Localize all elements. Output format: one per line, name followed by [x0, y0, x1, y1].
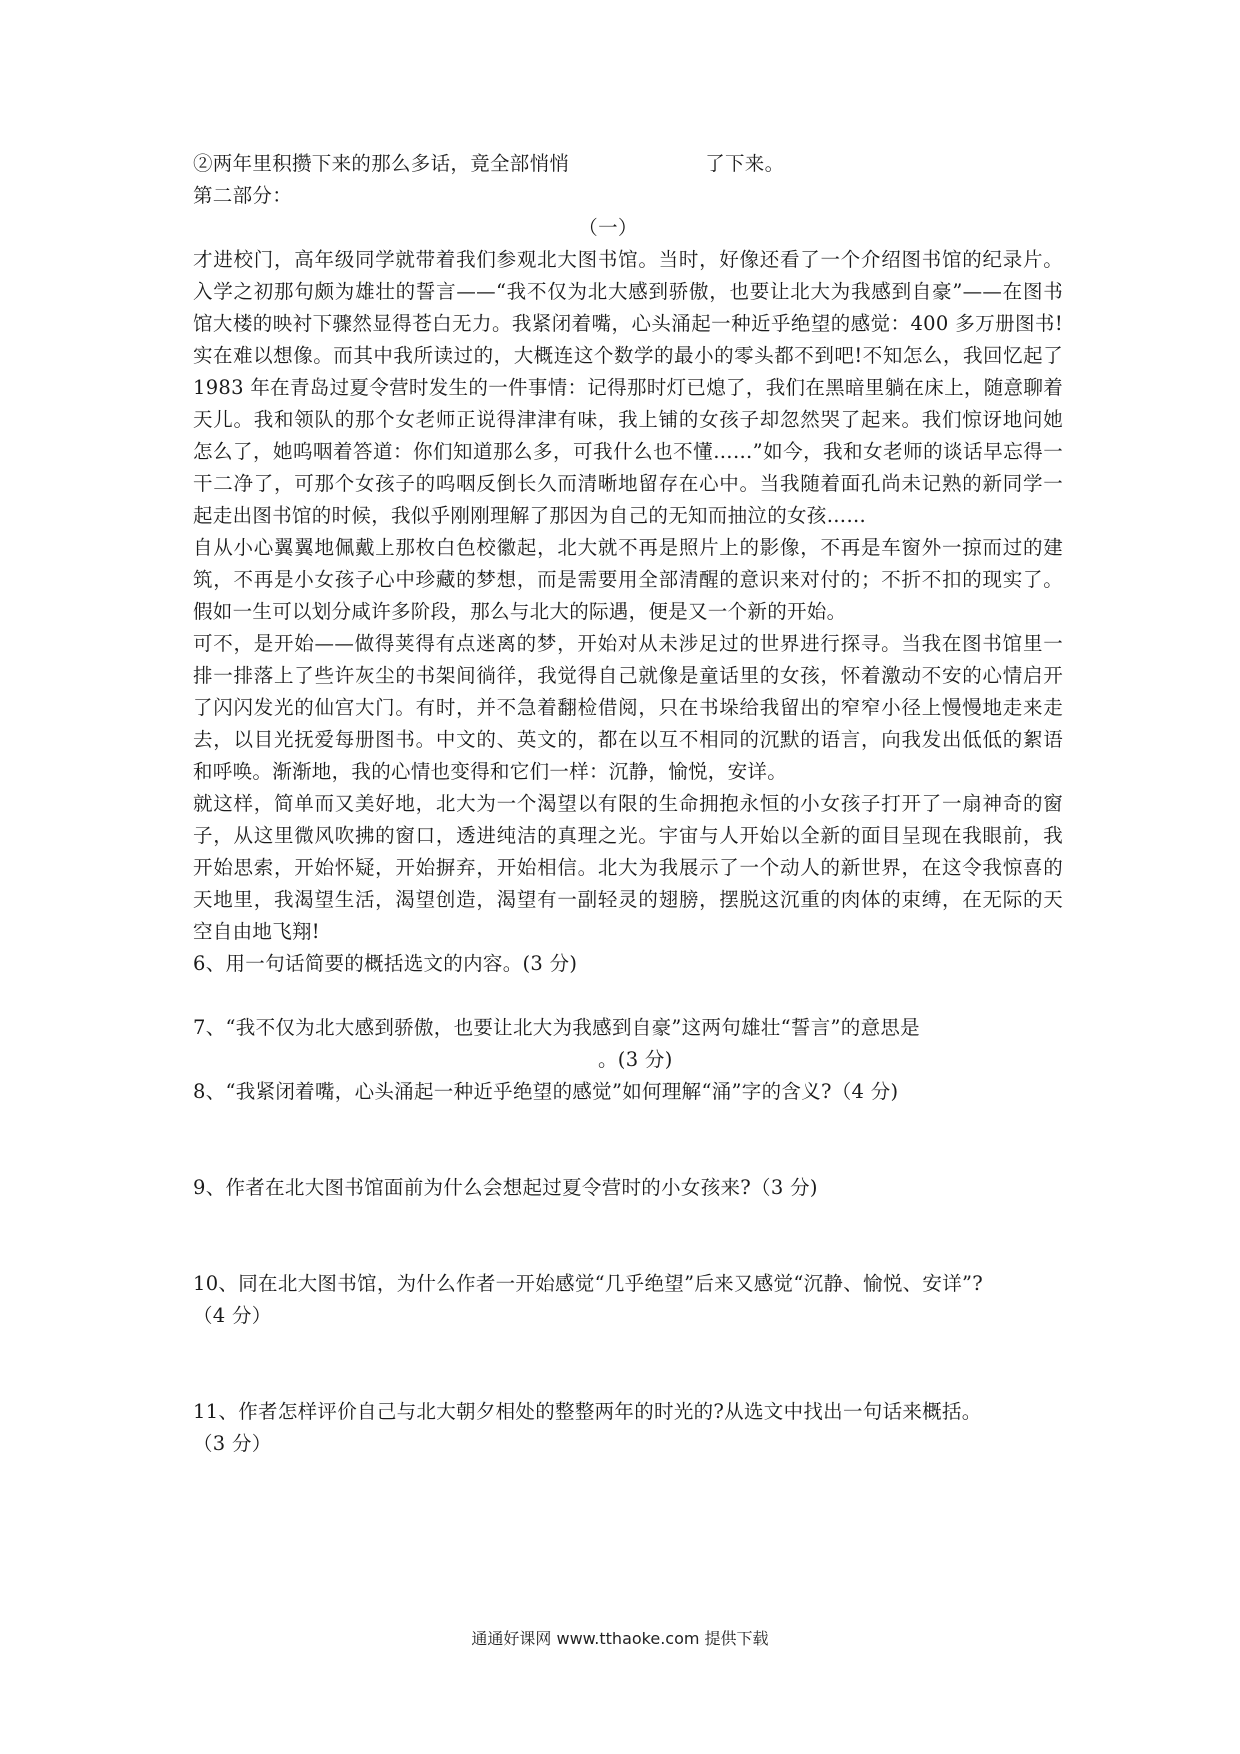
question-8: 8、“我紧闭着嘴，心头涌起一种近乎绝望的感觉”如何理解“涌”字的含义?（4 分) — [193, 1080, 899, 1103]
question-10-score: （4 分） — [193, 1304, 272, 1327]
passage-paragraph-4: 就这样，简单而又美好地，北大为一个渴望以有限的生命拥抱永恒的小女孩子打开了一扇神奇的窗子，从这里微风吹拂的窗口，透进纯洁的真理之光。宇宙与人开始以全新的面目呈现在我眼前，我开始思索，开始怀疑，开始摒弃，开始相信。北大为我展示了一个动人的新世界，在这令我惊喜的天地里，我渴望生活，渴望创造，渴望有一副轻灵的翅膀，摆脱这沉重的肉体的束缚，在无际的天空自由地飞翔! — [193, 792, 1063, 943]
answer-space-6 — [193, 980, 1063, 1012]
question-7-end: 。(3 分) — [598, 1048, 673, 1071]
question-9: 9、作者在北大图书馆面前为什么会想起过夏令营时的小女孩来?（3 分) — [193, 1176, 818, 1199]
answer-space-8 — [193, 1108, 1063, 1172]
answer-space-9 — [193, 1204, 1063, 1268]
question-7: 7、“我不仅为北大感到骄傲，也要让北大为我感到自豪”这两句雄壮“誓言”的意思是 — [193, 1016, 920, 1039]
fill-blank-before: ②两年里积攒下来的那么多话，竟全部悄悄 — [193, 152, 570, 175]
fill-blank-line — [193, 148, 1063, 180]
fill-blank-after: 了下来。 — [705, 152, 785, 175]
question-11: 11、作者怎样评价自己与北大朝夕相处的整整两年的时光的?从选文中找出一句话来概括。 — [193, 1400, 982, 1423]
document-body — [193, 148, 1063, 1460]
passage-paragraph-3: 可不，是开始——做得荚得有点迷离的梦，开始对从未涉足过的世界进行探寻。当我在图书馆里一排一排落上了些许灰尘的书架间徜徉，我觉得自己就像是童话里的女孩，怀着激动不安的心情启开了闪闪发光的仙宫大门。有时，并不急着翻检借阅，只在书垛给我留出的窄窄小径上慢慢地走来走去，以目光抚爱每册图书。中文的、英文的，都在以互不相同的沉默的语言，向我发出低低的絮语和呼唤。渐渐地，我的心情也变得和它们一样：沉静，愉悦，安详。 — [193, 632, 1063, 783]
question-11-score: （3 分） — [193, 1432, 272, 1455]
page-footer: 通通好课网 www.tthaoke.com 提供下载 — [471, 1629, 769, 1648]
passage-paragraph-2: 自从小心翼翼地佩戴上那枚白色校徽起，北大就不再是照片上的影像，不再是车窗外一掠而过的建筑，不再是小女孩子心中珍藏的梦想，而是需要用全部清醒的意识来对付的；不折不扣的现实了。假如一生可以划分咸许多阶段，那么与北大的际遇，便是又一个新的开始。 — [193, 536, 1063, 623]
answer-space-10 — [193, 1332, 1063, 1396]
question-6: 6、用一句话简要的概括选文的内容。(3 分) — [193, 952, 578, 975]
part-title: 第二部分： — [193, 184, 293, 207]
passage-paragraph-1: 才进校门，高年级同学就带着我们参观北大图书馆。当时，好像还看了一个介绍图书馆的纪录片。入学之初那句颇为雄壮的誓言——“我不仅为北大感到骄傲，也要让北大为我感到自豪”——在图书馆大楼的映衬下骤然显得苍白无力。我紧闭着嘴，心头涌起一种近乎绝望的感觉：400 多万册图书!实在难以想像。而其中我所读过的，大概连这个数学的最小的零头都不到吧!不知怎么，我回忆起了 1983 年在青岛过夏令营时发生的一件事情：记得那时灯已熄了，我们在黑暗里躺在床上，随意聊着天儿。我和领队的那个女老师正说得津津有味，我上铺的女孩子却忽然哭了起来。我们惊讶地问她怎么了，她呜咽着答道：你们知道那么多，可我什么也不懂……”如今，我和女老师的谈话早忘得一干二净了，可那个女孩子的呜咽反倒长久而清晰地留存在心中。当我随着面孔尚未记熟的新同学一起走出图书馆的时候，我似乎刚刚理解了那因为自己的无知而抽泣的女孩…… — [193, 248, 1063, 527]
question-10: 10、同在北大图书馆，为什么作者一开始感觉“几乎绝望”后来又感觉“沉静、愉悦、安详”? — [193, 1272, 984, 1295]
section-number: （一） — [578, 216, 638, 239]
